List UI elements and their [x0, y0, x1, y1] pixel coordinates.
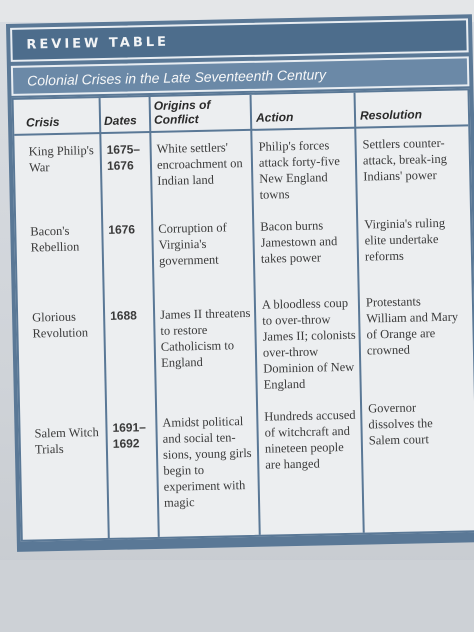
row1-origins: White settlers' encroachment on Indian land	[156, 140, 243, 188]
review-table-frame	[6, 14, 474, 552]
header-action: Action	[255, 110, 294, 125]
review-table-header	[10, 18, 469, 62]
crises-table	[12, 88, 474, 541]
row4-resolution: Governor dissolves the Salem court	[367, 400, 433, 448]
header-resolution: Resolution	[359, 107, 423, 123]
row4-action: Hundreds accused of witchcraft and nineteen people are hanged	[264, 407, 356, 472]
row3-crisis: Glorious Revolution	[32, 309, 89, 341]
row3-origins: James II threatens to restore Catholicism to England	[159, 305, 251, 370]
row2-origins: Corruption of Virginia's government	[158, 220, 227, 268]
table-title: Colonial Crises in the Late Seventeenth Century	[27, 66, 327, 89]
row3-dates: 1688	[109, 308, 137, 323]
page-bottom-margin	[0, 560, 474, 632]
row4-origins: Amidst political and social ten-sions, young girls begin to experiment with magic	[162, 414, 252, 510]
row2-resolution: Virginia's ruling elite undertake reforms	[364, 215, 446, 264]
header-dates: Dates	[103, 113, 137, 128]
row1-action: Philip's forces attack forty-five New England towns	[258, 138, 340, 202]
row1-crisis: King Philip's War	[28, 143, 94, 175]
row3-resolution: Protestants William and Mary of Orange are crowned	[365, 294, 459, 358]
header-origins: Origins of Conflict	[153, 97, 211, 127]
row1-dates: 1675– 1676	[106, 142, 141, 173]
row4-dates: 1691– 1692	[112, 420, 146, 451]
row3-action: A bloodless coup to over-throw James II; colonists over-throw Dominion of New England	[261, 295, 356, 392]
row2-dates: 1676	[108, 222, 136, 237]
row2-action: Bacon burns Jamestown and takes power	[260, 218, 338, 266]
row4-crisis: Salem Witch Trials	[34, 425, 99, 457]
row2-crisis: Bacon's Rebellion	[30, 223, 80, 255]
review-table-label: REVIEW TABLE	[26, 34, 170, 53]
row1-resolution: Settlers counter-attack, break-ing Indians' power	[362, 135, 448, 184]
header-crisis: Crisis	[25, 114, 60, 130]
